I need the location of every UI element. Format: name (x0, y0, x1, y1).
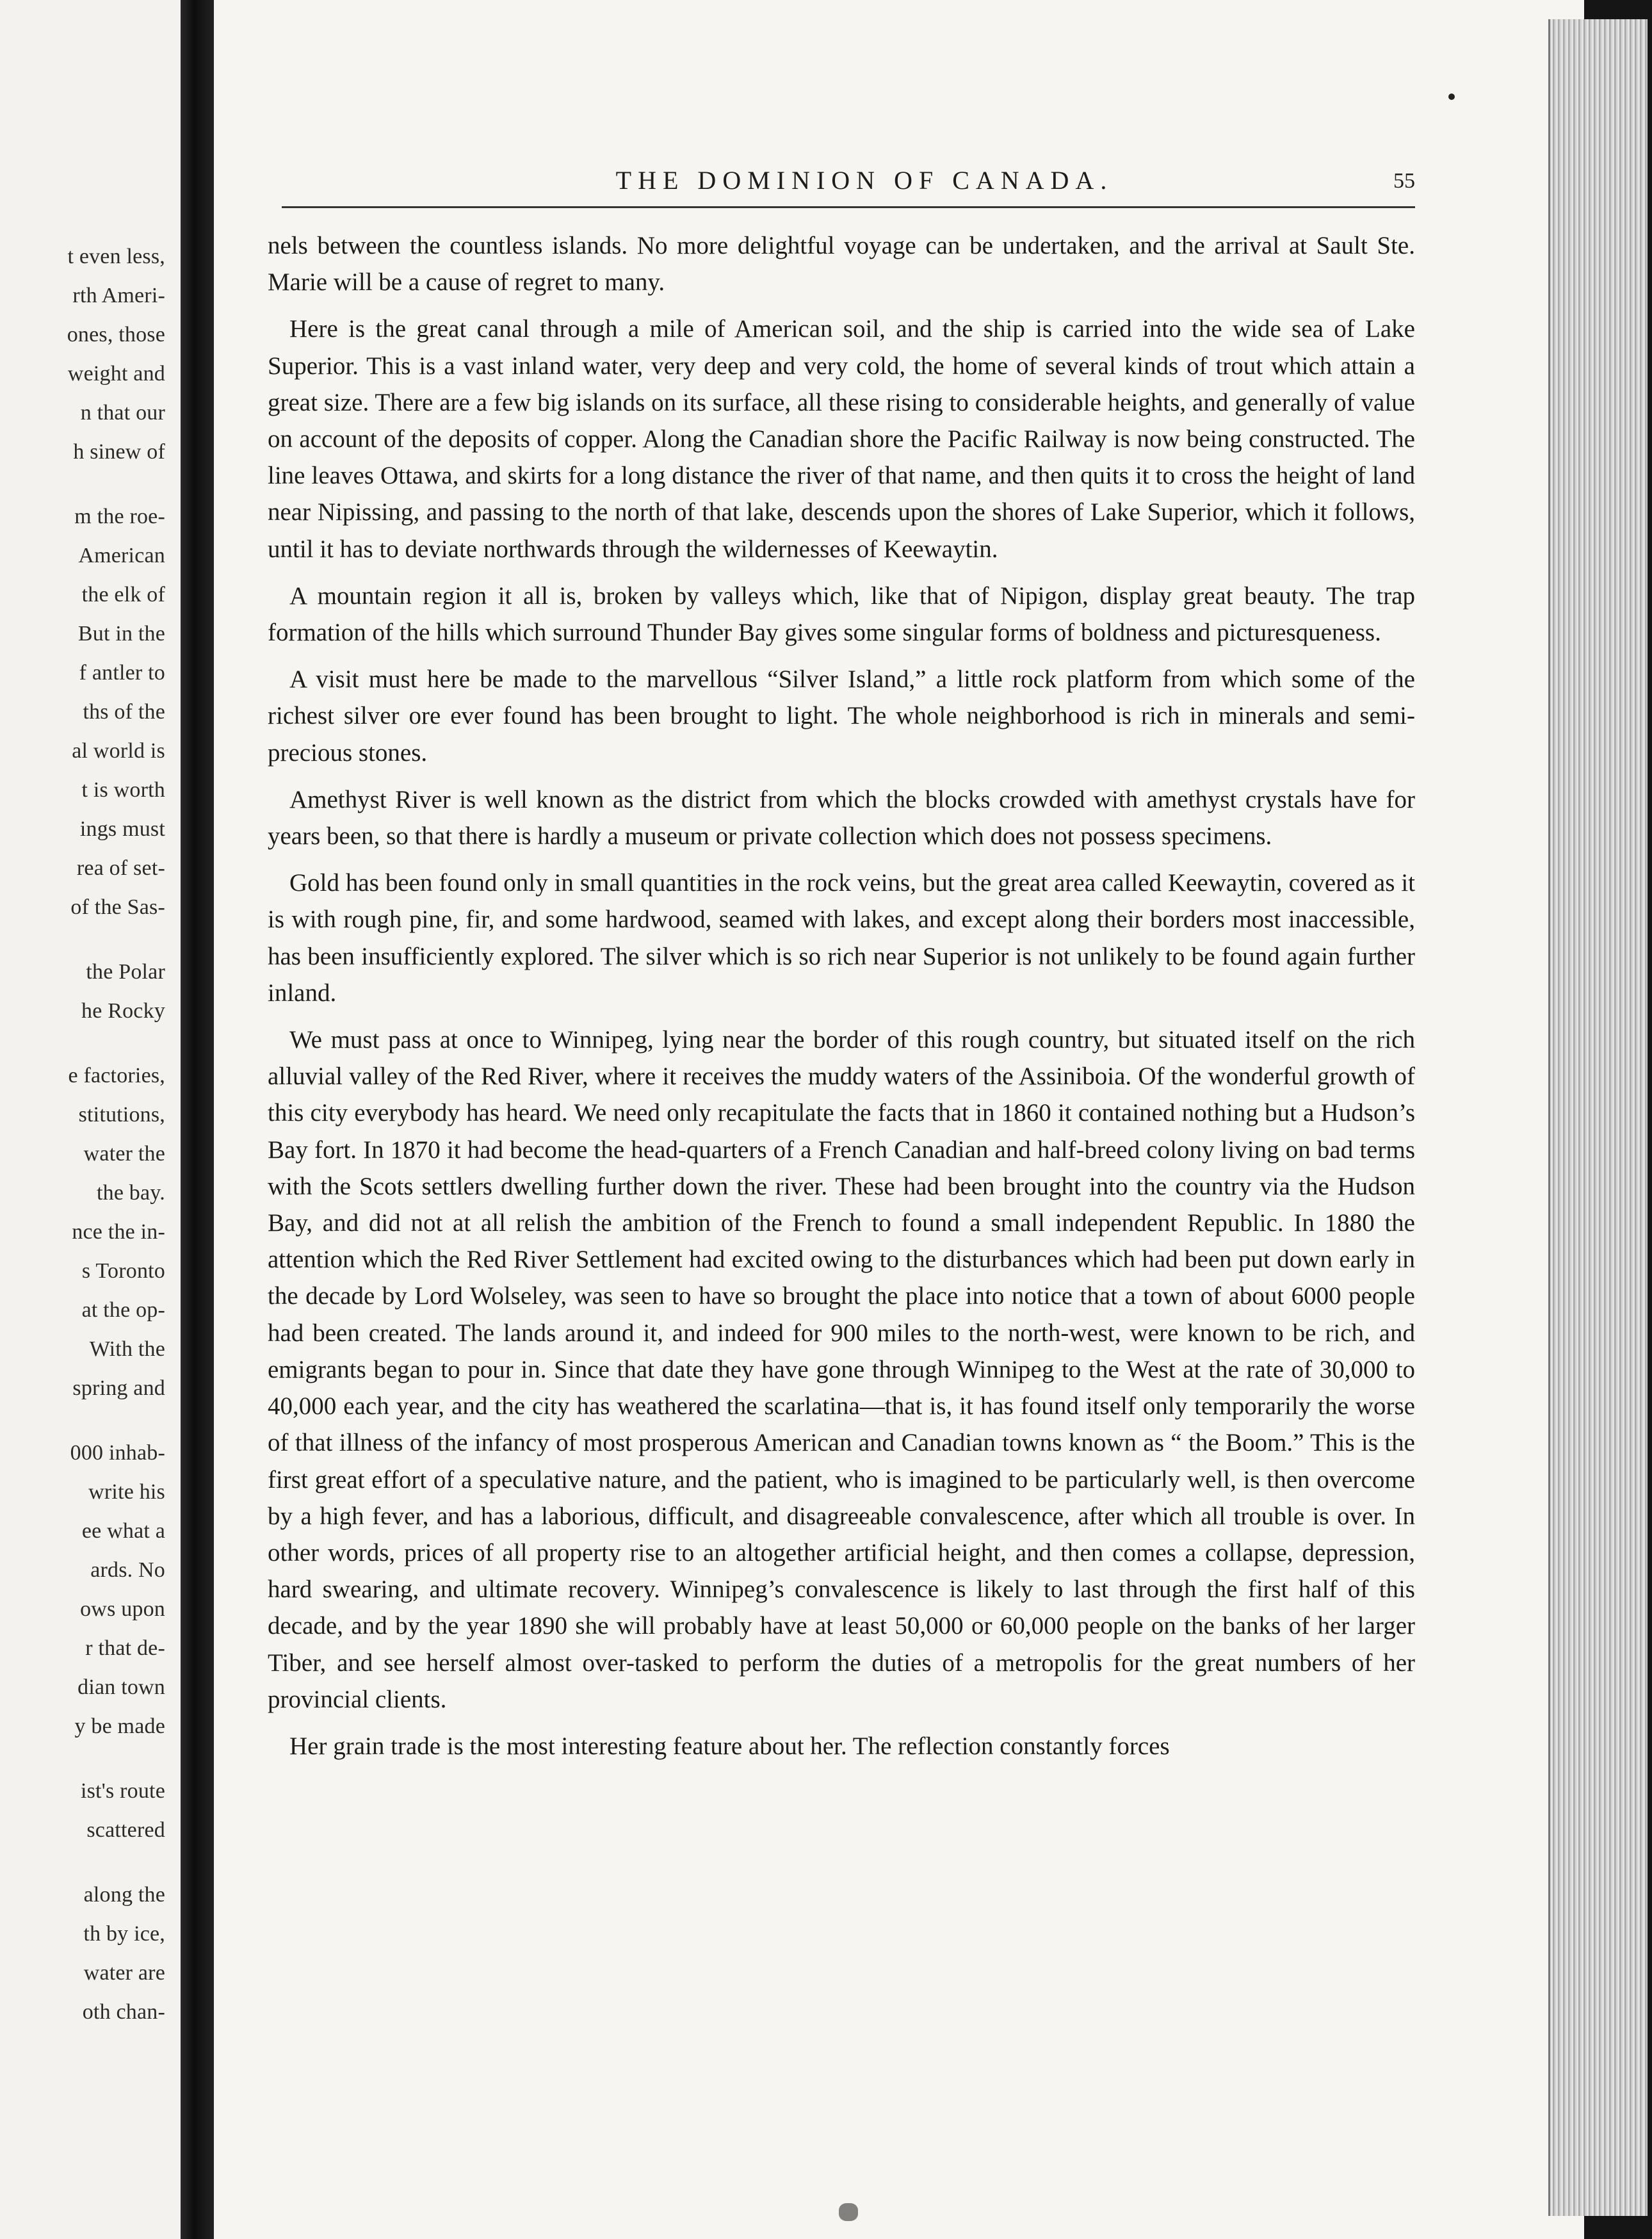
facing-page-line: ings must (79, 817, 165, 841)
facing-page-line: ones, those (67, 323, 165, 346)
paragraph: nels between the countless islands. No more delightful voyage can be undertaken, and the arrival at Sault Ste. Marie will be a cause of regret to many. (268, 232, 1415, 297)
facing-page-line: n that our (80, 401, 165, 425)
facing-page-line: oth chan- (82, 2000, 165, 2024)
facing-page-line: American (78, 544, 165, 567)
facing-page-line (0, 1850, 165, 1875)
facing-page-text (0, 237, 165, 2031)
facing-page-line: 000 inhab- (70, 1441, 165, 1465)
facing-page-line (0, 927, 165, 952)
facing-page-line (0, 1408, 165, 1433)
facing-page-line: rth Ameri- (72, 284, 165, 307)
page-edges (1548, 19, 1648, 2216)
paragraph: Gold has been found only in small quantities in the rock veins, but the great area called Keewaytin, covered as it is with rough pine, fir, and some hardwood, seamed with lakes, and except along their borders most inaccessible, has been insufficiently explored. The silver which is so rich near Superior is not unlikely to be found again further inland. (268, 869, 1415, 1007)
facing-page-line: at the op- (81, 1298, 165, 1322)
facing-page-line: scattered (86, 1818, 165, 1842)
facing-page-line: t is worth (81, 778, 165, 802)
facing-page-line: ows upon (80, 1597, 165, 1621)
facing-page-line: ee what a (81, 1519, 165, 1543)
body-text (268, 227, 1415, 1764)
facing-page-line: stitutions, (78, 1103, 165, 1127)
facing-page-line: weight and (67, 362, 165, 386)
book-gutter (181, 0, 214, 2239)
facing-page-line (0, 1030, 165, 1056)
facing-page-line: With the (89, 1337, 165, 1361)
facing-page-line: But in the (77, 622, 165, 646)
facing-page-line: nce the in- (72, 1220, 165, 1244)
paragraph: Amethyst River is well known as the district from which the blocks crowded with amethyst crystals have for years been, so that there is hardly a museum or private collection which does not possess specimens. (268, 785, 1415, 851)
facing-page-line: he Rocky (81, 999, 165, 1023)
running-head: THE DOMINION OF CANADA. (615, 166, 1113, 195)
page-header (282, 165, 1415, 204)
paragraph: We must pass at once to Winnipeg, lying near the border of this rough country, but situated itself on the rich alluvial valley of the Red River, where it receives the muddy waters of the Assiniboia. Of the wonderful growth of this city everybody has heard. We need only recapitulate the facts that in 1860 it contained nothing but a Hudson’s Bay fort. In 1870 it had become the head-quarters of a French Canadian and half-breed colony living on bad terms with the Scots settlers dwelling further down the river. These had been brought into the country via the Hudson Bay, and did not at all relish the ambition of the French to found a small independent Republic. In 1880 the attention which the Red River Settlement had excited owing to the disturbances which had been put down early in the decade by Lord Wolseley, was seen to have so brought the place into notice that a town of about 6000 people had been created. The lands around it, and indeed for 900 miles to the north-west, were known to be rich, and emigrants began to pour in. Since that date they have gone through Winnipeg to the West at the rate of 30,000 to 40,000 each year, and the city has weathered the scarlatina—that is, it has found itself only temporarily the worse of that illness of the infancy of most prosperous American and Canadian towns known as “ the Boom.” This is the first great effort of a speculative nature, and the patient, who is imagined to be particularly well, is then overcome by a high fever, and has a laborious, difficult, and disagreeable convalescence, after which all trouble is over. In other words, prices of all property rise to an altogether artificial height, and then comes a collapse, depression, hard swearing, and ultimate recovery. Winnipeg’s convalescence is likely to last through the first half of this decade, and by the year 1890 she will probably have at least 50,000 or 60,000 people on the banks of her larger Tiber, and see herself almost over-tasked to perform the duties of a metropolis for the great numbers of her provincial clients. (268, 1026, 1415, 1713)
facing-page-line: water the (83, 1142, 165, 1166)
ink-dot (1448, 94, 1455, 100)
facing-page-fragment (0, 0, 181, 2239)
facing-page-line (0, 471, 165, 497)
print-smudge (839, 2203, 858, 2221)
facing-page-line: along the (83, 1883, 165, 1907)
facing-page-line: y be made (74, 1714, 165, 1738)
facing-page-line: th by ice, (83, 1922, 165, 1946)
facing-page-line: dian town (77, 1675, 165, 1699)
facing-page-line: water are (83, 1961, 165, 1985)
facing-page-line: t even less, (67, 245, 165, 268)
facing-page-line: the bay. (96, 1181, 165, 1205)
facing-page-line: m the roe- (74, 505, 165, 528)
paragraph: A visit must here be made to the marvellous “Silver Island,” a little rock platform from which some of the richest silver ore ever found has been brought to light. The whole neighborhood is rich in minerals and semi-precious stones. (268, 665, 1415, 767)
facing-page-line: r that de- (85, 1636, 165, 1660)
facing-page-line: s Toronto (81, 1259, 165, 1283)
facing-page-line: spring and (72, 1376, 165, 1400)
paragraph: Her grain trade is the most interesting feature about her. The reflection constantly forces (289, 1732, 1170, 1760)
facing-page-line: ist's route (80, 1779, 165, 1803)
facing-page-line (0, 1746, 165, 1771)
facing-page-line: ards. No (90, 1558, 165, 1582)
paragraph: A mountain region it all is, broken by valleys which, like that of Nipigon, display great beauty. The trap formation of the hills which surround Thunder Bay gives some singular forms of boldness and picturesqueness. (268, 582, 1415, 647)
facing-page-line: al world is (72, 739, 165, 763)
facing-page-line: the Polar (86, 960, 165, 984)
facing-page-line: rea of set- (76, 856, 165, 880)
facing-page-line: h sinew of (73, 440, 165, 464)
facing-page-line: f antler to (79, 661, 165, 685)
facing-page-line: the elk of (81, 583, 165, 607)
facing-page-line: write his (88, 1480, 165, 1504)
facing-page-line: of the Sas- (70, 895, 165, 919)
header-rule (282, 206, 1415, 208)
facing-page-line: e factories, (68, 1064, 165, 1087)
paragraph: Here is the great canal through a mile of American soil, and the ship is carried into the wide sea of Lake Superior. This is a vast inland water, very deep and very cold, the home of several kinds of trout which attain a great size. There are a few big islands on its surface, all these rising to considerable heights, and generally of value on account of the deposits of copper. Along the Canadian shore the Pacific Railway is now being constructed. The line leaves Ottawa, and skirts for a long distance the river of that name, and then quits it to cross the height of land near Nipissing, and passing to the north of that lake, descends upon the shores of Lake Superior, which it follows, until it has to deviate northwards through the wildernesses of Keewaytin. (268, 315, 1415, 563)
facing-page-line: ths of the (83, 700, 165, 724)
page-number: 55 (1393, 169, 1415, 193)
